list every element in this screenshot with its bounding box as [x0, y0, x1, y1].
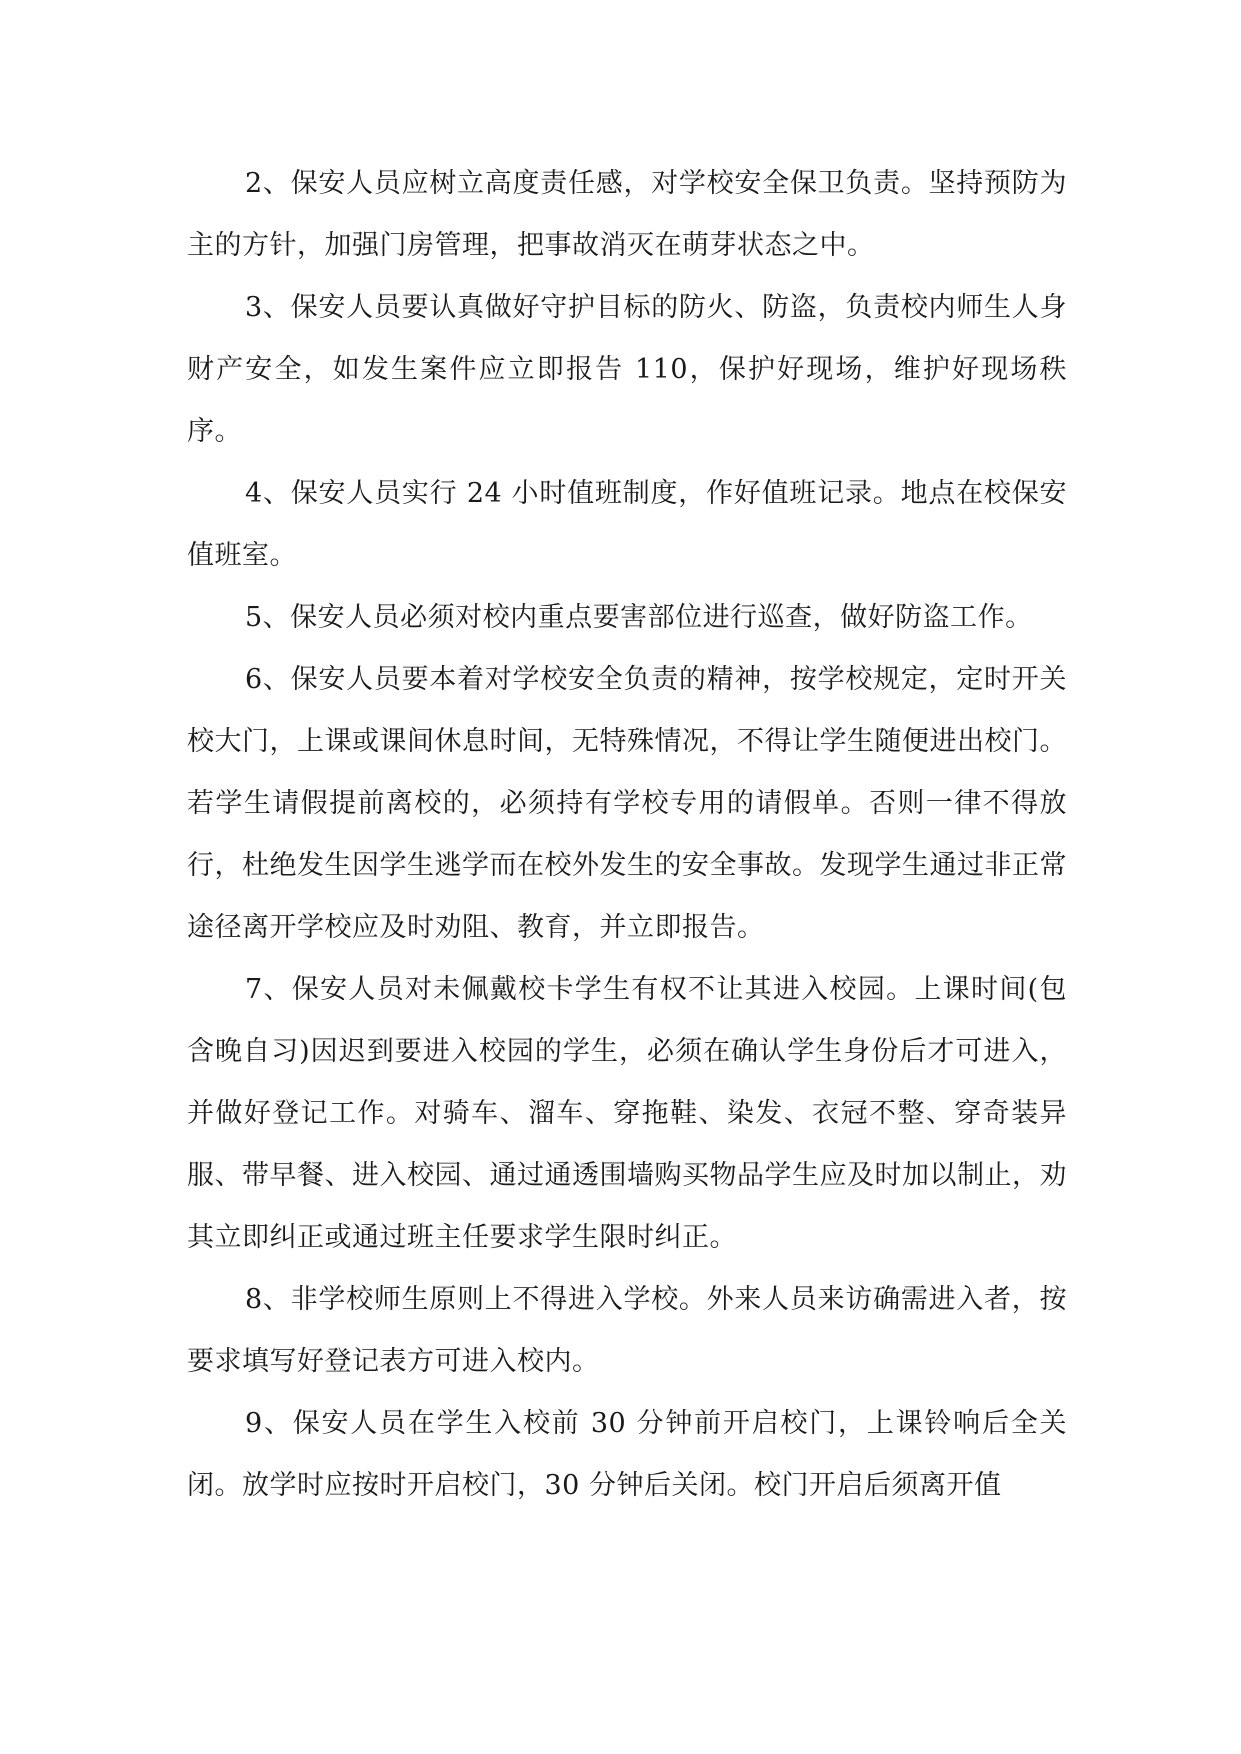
paragraph-rule-9: 9、保安人员在学生入校前 30 分钟前开启校门，上课铃响后全关闭。放学时应按时开启校门，30 分钟后关闭。校门开启后须离开值 [187, 1408, 1067, 1501]
paragraph-rule-6: 6、保安人员要本着对学校安全负责的精神，按学校规定，定时开关校大门，上课或课间休息时间，无特殊情况，不得让学生随便进出校门。若学生请假提前离校的，必须持有学校专用的请假单。否则一律不得放行，杜绝发生因学生逃学而在校外发生的安全事故。发现学生通过非正常途径离开学校应及时劝阻、教育，并立即报告。 [187, 664, 1067, 943]
document-body [187, 153, 1067, 1517]
paragraph-rule-8: 8、非学校师生原则上不得进入学校。外来人员来访确需进入者，按要求填写好登记表方可进入校内。 [187, 1284, 1067, 1377]
paragraph-rule-7: 7、保安人员对未佩戴校卡学生有权不让其进入校园。上课时间(包含晚自习)因迟到要进入校园的学生，必须在确认学生身份后才可进入，并做好登记工作。对骑车、溜车、穿拖鞋、染发、衣冠不整、穿奇装异服、带早餐、进入校园、通过通透围墙购买物品学生应及时加以制止，劝其立即纠正或通过班主任要求学生限时纠正。 [187, 974, 1067, 1253]
paragraph-rule-4: 4、保安人员实行 24 小时值班制度，作好值班记录。地点在校保安值班室。 [187, 478, 1067, 571]
paragraph-rule-3: 3、保安人员要认真做好守护目标的防火、防盗，负责校内师生人身财产安全，如发生案件应立即报告 110，保护好现场，维护好现场秩序。 [187, 292, 1067, 447]
paragraph-rule-2: 2、保安人员应树立高度责任感，对学校安全保卫负责。坚持预防为主的方针，加强门房管理，把事故消灭在萌芽状态之中。 [187, 168, 1067, 261]
paragraph-rule-5: 5、保安人员必须对校内重点要害部位进行巡查，做好防盗工作。 [245, 602, 1033, 633]
